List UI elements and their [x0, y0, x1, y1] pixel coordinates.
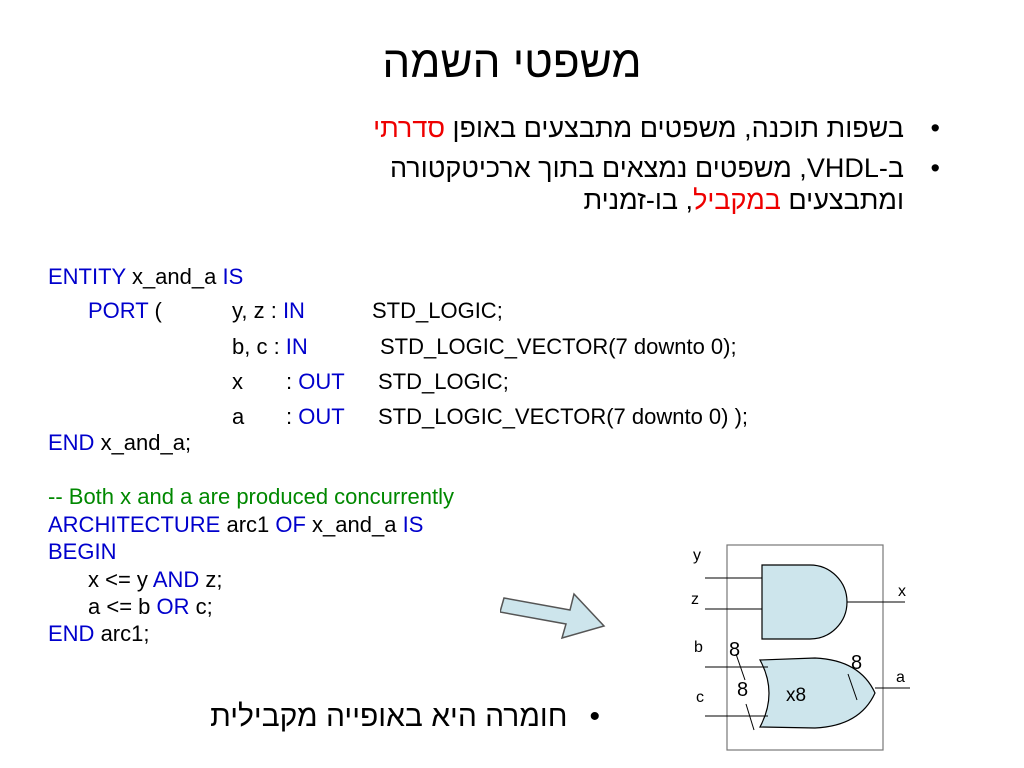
label-y: y [693, 547, 701, 564]
code-port2 [232, 334, 308, 360]
label-z: z [691, 591, 699, 608]
stmt1-lhs: x <= y [88, 567, 153, 592]
entity-name: x_and_a [125, 264, 223, 289]
bullet-hardware [210, 700, 600, 734]
circuit-diagram [680, 540, 920, 760]
port1-names: y, z : [232, 298, 283, 323]
port1-direction: IN [282, 298, 305, 323]
code-port4-name: a [232, 404, 245, 429]
code-port3 [286, 369, 345, 395]
or-gate-label: x8 [786, 685, 807, 706]
port4-colon: : [286, 404, 299, 429]
port2-names: b, c : [232, 334, 286, 359]
code-end-arch [48, 621, 149, 647]
code-architecture-line [48, 512, 423, 538]
bus-width-a: 8 [851, 652, 863, 674]
code-port-keyword [88, 298, 162, 324]
bullet-dot: • [930, 113, 940, 143]
keyword-is: IS [402, 512, 424, 537]
bullet-vhdl-line2-after: , בו-זמנית [583, 185, 694, 215]
code-end-entity [48, 430, 191, 456]
architecture-name: arc1 [220, 512, 276, 537]
bullet-vhdl-line1: ב-VHDL, משפטים נמצאים בתוך ארכיטקטורה [390, 153, 904, 183]
code-stmt-and [88, 567, 223, 593]
bullet-vhdl [60, 152, 940, 216]
code-port1-type: STD_LOGIC; [372, 298, 503, 323]
bullet-serial-highlight: סדרתי [373, 113, 446, 143]
port-open-paren: ( [148, 298, 162, 323]
label-b: b [694, 639, 703, 656]
code-port4-type: STD_LOGIC_VECTOR(7 downto 0) ); [378, 404, 749, 429]
bus-width-c: 8 [737, 679, 749, 701]
code-port2-type: STD_LOGIC_VECTOR(7 downto 0); [380, 334, 737, 359]
code-port1 [232, 298, 305, 324]
end-entity-name: x_and_a; [94, 430, 192, 455]
keyword-architecture: ARCHITECTURE [48, 512, 221, 537]
keyword-or: OR [156, 594, 190, 619]
keyword-port: PORT [88, 298, 149, 323]
port3-colon: : [286, 369, 299, 394]
bullet-list [60, 112, 940, 224]
right-arrow-icon [500, 586, 610, 646]
label-c: c [696, 689, 704, 706]
bullet-dot: • [589, 700, 600, 733]
code-stmt-or [88, 594, 213, 620]
slide-title: משפטי השמה [382, 38, 642, 87]
label-x: x [898, 583, 906, 600]
architecture-entity: x_and_a [305, 512, 403, 537]
bullet-vhdl-line2 [60, 184, 904, 216]
keyword-end: END [48, 430, 95, 455]
keyword-and: AND [152, 567, 200, 592]
port2-direction: IN [285, 334, 308, 359]
keyword-of: OF [275, 512, 306, 537]
bullet-vhdl-highlight: במקביל [693, 185, 781, 215]
stmt1-rhs: z; [199, 567, 223, 592]
bullet-dot: • [930, 153, 940, 183]
bullet-hardware-text: חומרה היא באופייה מקבילית [210, 700, 568, 733]
label-a: a [896, 669, 905, 686]
code-port3-name: x [232, 369, 243, 394]
port4-direction: OUT [298, 404, 345, 429]
code-port3-type: STD_LOGIC; [378, 369, 509, 394]
bullet-serial-text: בשפות תוכנה, משפטים מתבצעים באופן [445, 113, 904, 143]
code-entity-line [48, 264, 243, 290]
code-begin: BEGIN [48, 539, 117, 564]
keyword-entity: ENTITY [48, 264, 126, 289]
and-gate-icon [762, 565, 847, 639]
end-arch-name: arc1; [94, 621, 150, 646]
port3-direction: OUT [298, 369, 345, 394]
stmt2-rhs: c; [189, 594, 213, 619]
bullet-vhdl-line2-before: ומתבצעים [780, 185, 904, 215]
code-port4 [286, 404, 345, 430]
bullet-serial [60, 112, 940, 144]
keyword-end: END [48, 621, 95, 646]
keyword-is: IS [222, 264, 244, 289]
bus-width-b: 8 [729, 639, 741, 661]
code-comment: -- Both x and a are produced concurrently [48, 484, 455, 509]
stmt2-lhs: a <= b [88, 594, 157, 619]
